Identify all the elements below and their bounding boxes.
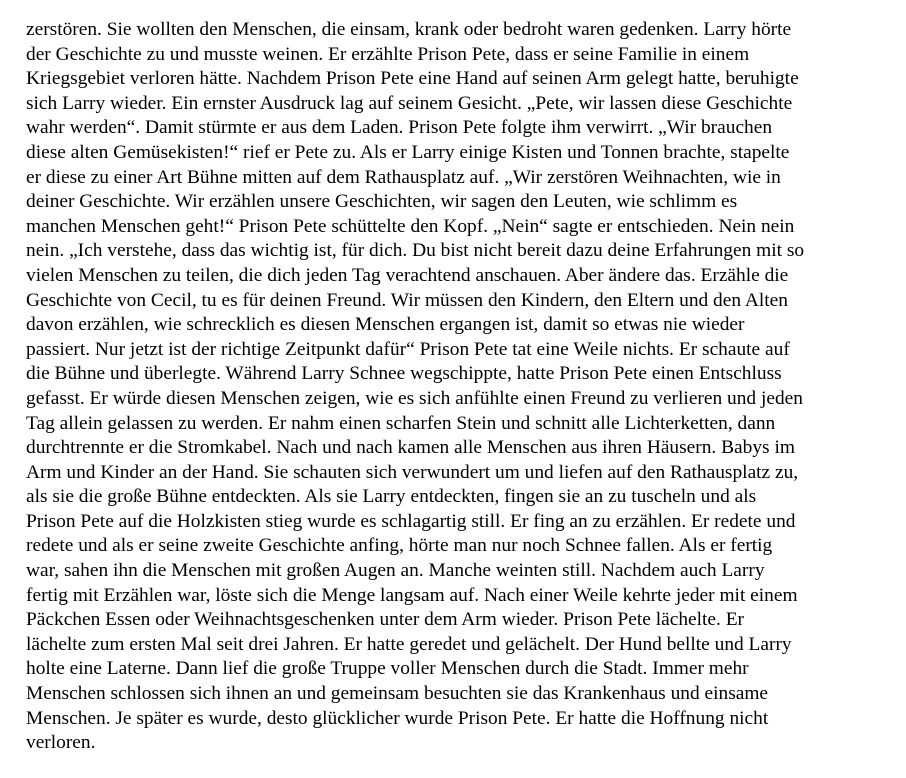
text-line: sich Larry wieder. Ein ernster Ausdruck lag auf seinem Gesicht. „Pete, wir lassen diese Geschichte	[26, 92, 793, 114]
text-line: manchen Menschen geht!“ Prison Pete schüttelte den Kopf. „Nein“ sagte er entschieden. Nein nein	[26, 215, 795, 237]
text-line: holte eine Laterne. Dann lief die große Truppe voller Menschen durch die Stadt. Immer mehr	[26, 658, 749, 680]
text-line: fertig mit Erzählen war, löste sich die Menge langsam auf. Nach einer Weile kehrte jeder mit einem	[26, 584, 798, 606]
text-line: war, sahen ihn die Menschen mit großen Augen an. Manche weinten still. Nachdem auch Larry	[26, 560, 765, 582]
text-line: gefasst. Er würde diesen Menschen zeigen, wie es sich anfühlte einen Freund zu verlieren und jeden	[26, 387, 803, 409]
text-line: Menschen. Je später es wurde, desto glücklicher wurde Prison Pete. Er hatte die Hoffnung nicht	[26, 707, 769, 729]
text-line: nein. „Ich verstehe, dass das wichtig ist, für dich. Du bist nicht bereit dazu deine Erfahrungen mit so	[26, 240, 805, 262]
text-line: Päckchen Essen oder Weihnachtsgeschenken unter dem Arm wieder. Prison Pete lächelte. Er	[26, 609, 745, 631]
text-line: deiner Geschichte. Wir erzählen unsere Geschichten, wir sagen den Leuten, wie schlimm es	[26, 191, 738, 213]
text-line: wahr werden“. Damit stürmte er aus dem Laden. Prison Pete folgte ihm verwirrt. „Wir brauchen	[26, 117, 773, 139]
text-line: davon erzählen, wie schrecklich es diesen Menschen ergangen ist, damit so etwas nie wieder	[26, 314, 745, 336]
text-line: Arm und Kinder an der Hand. Sie schauten sich verwundert um und liefen auf den Rathausplatz zu,	[26, 461, 799, 483]
text-line: redete und als er seine zweite Geschichte anfing, hörte man nur noch Schnee fallen. Als er fertig	[26, 535, 773, 557]
text-line: Menschen schlossen sich ihnen an und gemeinsam besuchten sie das Krankenhaus und einsame	[26, 683, 769, 705]
text-line: der Geschichte zu und musste weinen. Er erzählte Prison Pete, dass er seine Familie in einem	[26, 43, 750, 65]
text-line: zerstören. Sie wollten den Menschen, die einsam, krank oder bedroht waren gedenken. Larry hörte	[26, 19, 792, 40]
text-line: Geschichte von Cecil, tu es für deinen Freund. Wir müssen den Kindern, den Eltern und den Alten	[26, 289, 788, 311]
text-line: er diese zu einer Art Bühne mitten auf dem Rathausplatz auf. „Wir zerstören Weihnachten, wie in	[26, 166, 781, 188]
text-line: Prison Pete auf die Holzkisten stieg wurde es schlagartig still. Er fing an zu erzählen. Er redete und	[26, 510, 796, 532]
text-line: verloren.	[26, 732, 96, 754]
text-line: die Bühne und überlegte. Während Larry Schnee wegschippte, hatte Prison Pete einen Entschluss	[26, 363, 782, 385]
text-line: lächelte zum ersten Mal seit drei Jahren. Er hatte geredet und gelächelt. Der Hund bellte und Larry	[26, 633, 792, 655]
text-line: vielen Menschen zu teilen, die dich jeden Tag verachtend anschauen. Aber ändere das. Erzähle die	[26, 264, 789, 286]
text-line: Kriegsgebiet verloren hätte. Nachdem Prison Pete eine Hand auf seinen Arm gelegt hatte, beruhigte	[26, 68, 799, 90]
text-line: passiert. Nur jetzt ist der richtige Zeitpunkt dafür“ Prison Pete tat eine Weile nichts. Er schaute auf	[26, 338, 790, 360]
text-line: durchtrennte er die Stromkabel. Nach und nach kamen alle Menschen aus ihren Häusern. Babys im	[26, 437, 795, 459]
text-line: als sie die große Bühne entdeckten. Als sie Larry entdeckten, fingen sie an zu tuscheln und als	[26, 486, 757, 508]
story-paragraph	[26, 18, 886, 756]
text-line: diese alten Gemüsekisten!“ rief er Pete zu. Als er Larry einige Kisten und Tonnen brachte, stapelte	[26, 141, 790, 163]
text-line: Tag allein gelassen zu werden. Er nahm einen scharfen Stein und schnitt alle Lichterketten, dann	[26, 412, 776, 434]
